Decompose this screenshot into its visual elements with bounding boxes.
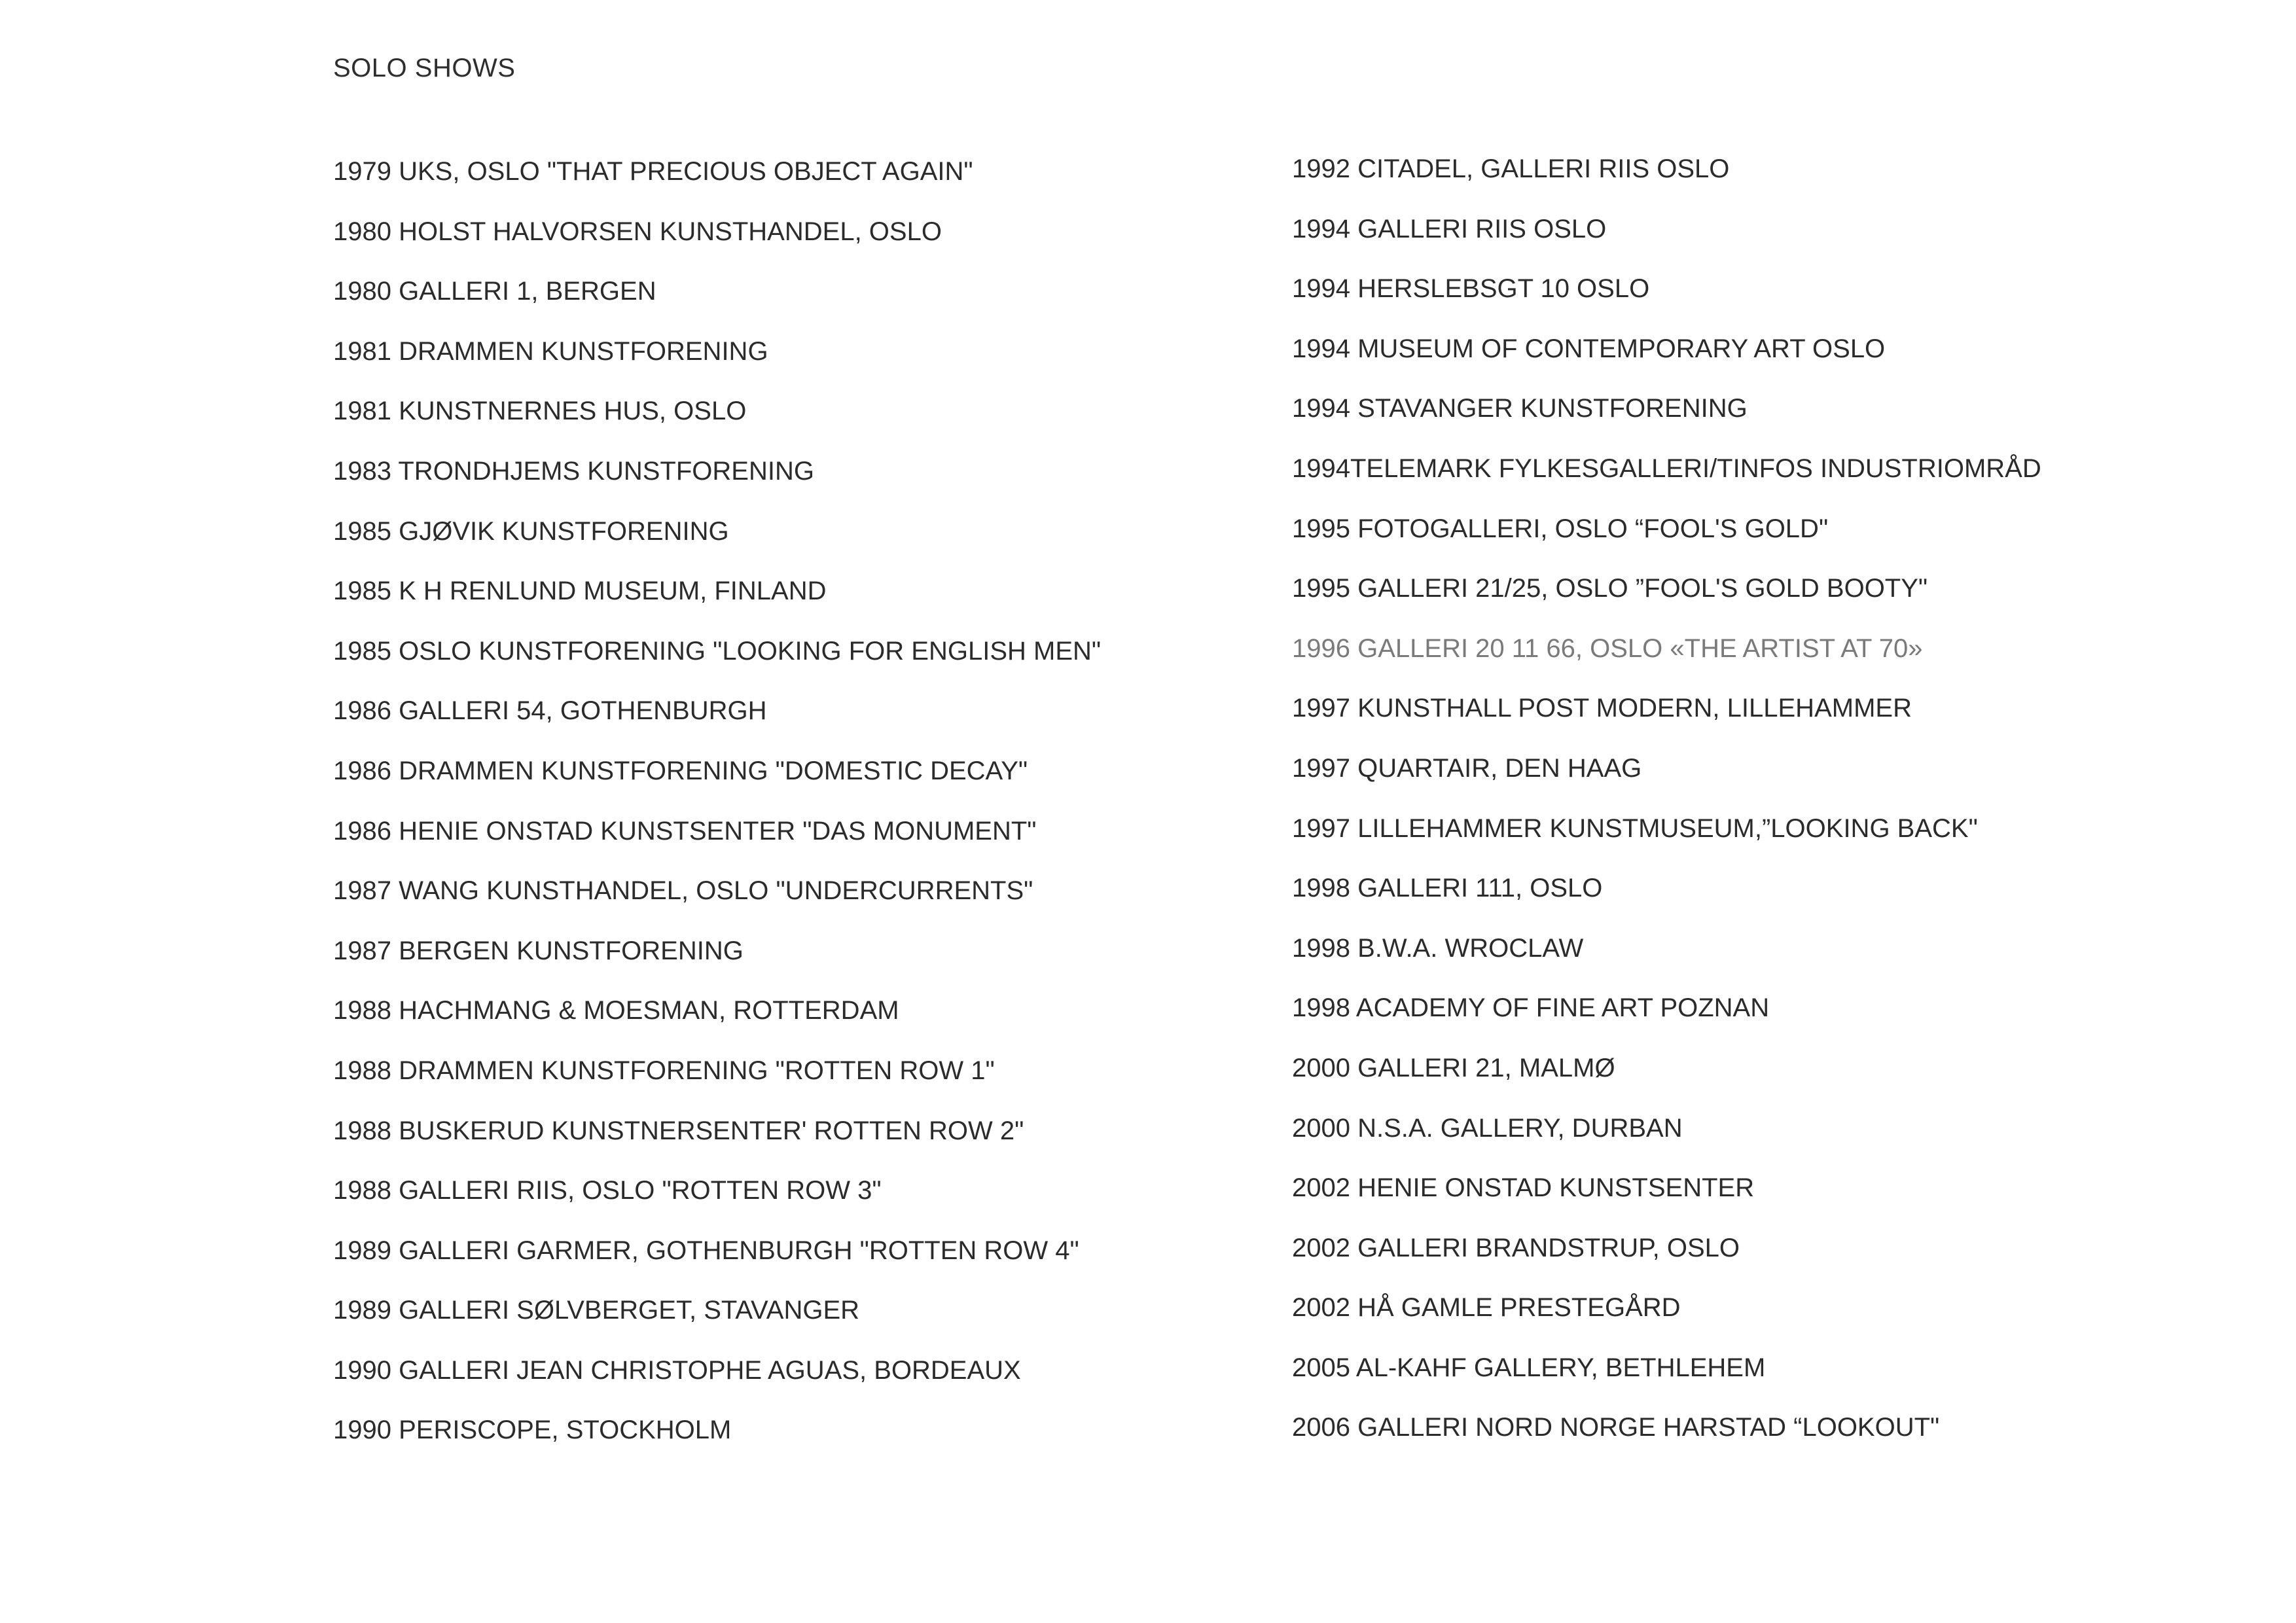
exhibition-entry: 1980 HOLST HALVORSEN KUNSTHANDEL, OSLO — [333, 217, 942, 246]
exhibition-entry: 1986 DRAMMEN KUNSTFORENING "DOMESTIC DECAY" — [333, 756, 1028, 785]
exhibition-entry: 1983 TRONDHJEMS KUNSTFORENING — [333, 456, 814, 486]
exhibition-entry: 1992 CITADEL, GALLERI RIIS OSLO — [1292, 154, 1730, 183]
exhibition-entry: 1979 UKS, OSLO "THAT PRECIOUS OBJECT AGAIN" — [333, 157, 973, 186]
exhibition-entry: 1989 GALLERI GARMER, GOTHENBURGH "ROTTEN ROW 4" — [333, 1236, 1079, 1265]
exhibition-entry: 2000 N.S.A. GALLERY, DURBAN — [1292, 1113, 1683, 1143]
exhibition-list-left — [333, 154, 1249, 1473]
exhibition-entry: 1985 OSLO KUNSTFORENING "LOOKING FOR ENGLISH MEN" — [333, 636, 1102, 666]
exhibition-list-right — [1292, 152, 2241, 1471]
exhibition-entry: 1980 GALLERI 1, BERGEN — [333, 277, 656, 306]
exhibition-entry: 1985 K H RENLUND MUSEUM, FINLAND — [333, 577, 827, 606]
exhibition-entry: 1997 KUNSTHALL POST MODERN, LILLEHAMMER — [1292, 694, 1912, 723]
exhibition-entry: 2006 GALLERI NORD NORGE HARSTAD “LOOKOUT" — [1292, 1413, 1940, 1442]
exhibition-entry: 1995 FOTOGALLERI, OSLO “FOOL'S GOLD" — [1292, 514, 1829, 543]
exhibition-entry: 1988 GALLERI RIIS, OSLO "ROTTEN ROW 3" — [333, 1176, 882, 1205]
exhibition-entry: 1997 QUARTAIR, DEN HAAG — [1292, 753, 1642, 783]
page-title: SOLO SHOWS — [333, 54, 516, 82]
exhibition-entry: 1998 GALLERI 111, OSLO — [1292, 874, 1603, 903]
exhibition-entry: 2005 AL-KAHF GALLERY, BETHLEHEM — [1292, 1353, 1766, 1382]
exhibition-entry: 1994 HERSLEBSGT 10 OSLO — [1292, 274, 1650, 304]
exhibition-entry: 1988 BUSKERUD KUNSTNERSENTER' ROTTEN ROW 2" — [333, 1116, 1024, 1145]
exhibition-entry: 1987 BERGEN KUNSTFORENING — [333, 936, 744, 965]
exhibition-entry: 1988 DRAMMEN KUNSTFORENING "ROTTEN ROW 1" — [333, 1056, 995, 1085]
exhibition-entry: 1989 GALLERI SØLVBERGET, STAVANGER — [333, 1296, 860, 1325]
exhibition-entry: 2002 HÅ GAMLE PRESTEGÅRD — [1292, 1293, 1681, 1323]
exhibition-entry: 2002 HENIE ONSTAD KUNSTSENTER — [1292, 1173, 1755, 1203]
exhibition-entry: 1990 PERISCOPE, STOCKHOLM — [333, 1416, 732, 1445]
exhibition-entry: 1995 GALLERI 21/25, OSLO ”FOOL'S GOLD BOOTY" — [1292, 574, 1928, 603]
exhibition-entry: 1985 GJØVIK KUNSTFORENING — [333, 516, 729, 546]
exhibition-entry: 1981 KUNSTNERNES HUS, OSLO — [333, 397, 747, 426]
exhibition-entry: 1996 GALLERI 20 11 66, OSLO «THE ARTIST AT 70» — [1292, 633, 1923, 663]
exhibition-entry: 1994 GALLERI RIIS OSLO — [1292, 214, 1607, 243]
exhibition-entry: 1988 HACHMANG & MOESMAN, ROTTERDAM — [333, 996, 899, 1026]
exhibition-entry: 1990 GALLERI JEAN CHRISTOPHE AGUAS, BORDEAUX — [333, 1355, 1021, 1385]
exhibition-entry: 1997 LILLEHAMMER KUNSTMUSEUM,”LOOKING BACK" — [1292, 813, 1978, 843]
exhibition-entry: 1981 DRAMMEN KUNSTFORENING — [333, 336, 768, 366]
exhibition-entry: 1986 GALLERI 54, GOTHENBURGH — [333, 696, 767, 726]
exhibition-entry: 1994 STAVANGER KUNSTFORENING — [1292, 394, 1748, 423]
exhibition-entry: 1994TELEMARK FYLKESGALLERI/TINFOS INDUSTRIOMRÅD — [1292, 454, 2041, 483]
exhibition-entry: 1998 ACADEMY OF FINE ART POZNAN — [1292, 993, 1770, 1023]
exhibition-entry: 1994 MUSEUM OF CONTEMPORARY ART OSLO — [1292, 334, 1886, 363]
exhibition-entry: 1987 WANG KUNSTHANDEL, OSLO "UNDERCURRENTS" — [333, 876, 1033, 906]
exhibition-entry: 1986 HENIE ONSTAD KUNSTSENTER "DAS MONUMENT" — [333, 816, 1037, 846]
exhibition-entry: 2000 GALLERI 21, MALMØ — [1292, 1053, 1615, 1082]
exhibition-entry: 1998 B.W.A. WROCLAW — [1292, 933, 1584, 963]
exhibition-entry: 2002 GALLERI BRANDSTRUP, OSLO — [1292, 1233, 1740, 1262]
